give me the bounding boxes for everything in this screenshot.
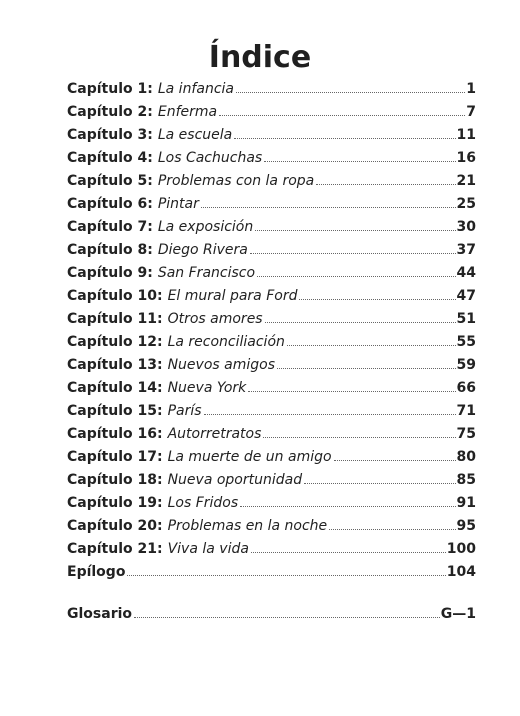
chapter-title: Autorretratos [167,426,262,442]
dot-leader [263,436,455,438]
chapter-title: Nueva York [167,380,247,396]
chapter-label: Capítulo 17: [67,449,163,465]
toc-entry [67,331,476,354]
chapter-label: Capítulo 1: [67,81,153,97]
toc-entry [67,469,476,492]
toc-entry [67,561,476,584]
toc-entry [67,193,476,216]
chapter-label: Capítulo 12: [67,334,163,350]
toc-list [67,78,476,584]
toc-entry [67,78,476,101]
chapter-label: Capítulo 9: [67,265,153,281]
chapter-label: Capítulo 4: [67,150,153,166]
chapter-label: Capítulo 11: [67,311,163,327]
chapter-title: Problemas en la noche [167,518,328,534]
page-number: 44 [456,265,476,281]
dot-leader [251,551,446,553]
chapter-label: Capítulo 14: [67,380,163,396]
chapter-title: Problemas con la ropa [157,173,315,189]
page-number: 59 [456,357,476,373]
page-number: 85 [456,472,476,488]
chapter-title: Viva la vida [167,541,249,557]
chapter-label: Capítulo 20: [67,518,163,534]
page-number: 51 [456,311,476,327]
chapter-label: Capítulo 19: [67,495,163,511]
toc-entry [67,400,476,423]
toc-entry [67,515,476,538]
chapter-label: Capítulo 8: [67,242,153,258]
toc-entry [67,147,476,170]
page-number: 21 [456,173,476,189]
chapter-title: El mural para Ford [167,288,298,304]
dot-leader [334,459,456,461]
chapter-label: Capítulo 18: [67,472,163,488]
chapter-title: La reconciliación [167,334,285,350]
chapter-title: La exposición [157,219,254,235]
chapter-title: Diego Rivera [157,242,248,258]
chapter-label: Capítulo 7: [67,219,153,235]
toc-entry [67,262,476,285]
page-number: 30 [456,219,476,235]
toc-entry [67,216,476,239]
chapter-label: Capítulo 10: [67,288,163,304]
toc-entry [67,423,476,446]
toc-entry [67,492,476,515]
dot-leader [265,321,456,323]
page-title: Índice [208,40,312,75]
toc-entry [67,446,476,469]
dot-leader [201,206,456,208]
chapter-title: Los Fridos [167,495,239,511]
page-number: 71 [456,403,476,419]
chapter-title: Pintar [157,196,199,212]
dot-leader [127,574,445,576]
page-number: 55 [456,334,476,350]
dot-leader [255,229,455,231]
dot-leader [304,482,455,484]
chapter-label: Capítulo 15: [67,403,163,419]
page-number: 47 [456,288,476,304]
chapter-title: Los Cachuchas [157,150,263,166]
toc-entry [67,354,476,377]
page-number: 16 [456,150,476,166]
toc-entry [67,124,476,147]
chapter-label: Capítulo 3: [67,127,153,143]
page-number: 75 [456,426,476,442]
chapter-title: Enferma [157,104,218,120]
chapter-title: Nuevos amigos [167,357,275,373]
dot-leader [299,298,455,300]
glossary-page-number: G—1 [440,606,476,622]
page-number: 37 [456,242,476,258]
dot-leader [240,505,455,507]
page-number: 11 [456,127,476,143]
dot-leader [236,91,465,93]
chapter-label: Capítulo 16: [67,426,163,442]
chapter-title: Nueva oportunidad [167,472,303,488]
chapter-title: París [167,403,202,419]
dot-leader [329,528,455,530]
dot-leader [316,183,455,185]
page-number: 25 [456,196,476,212]
dot-leader [287,344,456,346]
chapter-title: La infancia [157,81,234,97]
chapter-label: Capítulo 5: [67,173,153,189]
page-number: 95 [456,518,476,534]
chapter-title: La muerte de un amigo [167,449,332,465]
dot-leader [134,616,440,618]
dot-leader [257,275,455,277]
dot-leader [204,413,456,415]
chapter-label: Capítulo 13: [67,357,163,373]
dot-leader [248,390,455,392]
toc-entry [67,377,476,400]
chapter-label: Capítulo 6: [67,196,153,212]
chapter-label: Epílogo [67,564,126,580]
toc-entry [67,285,476,308]
page-number: 80 [456,449,476,465]
glossary-label: Glosario [67,606,133,622]
page-number: 7 [466,104,476,120]
toc-entry [67,101,476,124]
chapter-label: Capítulo 21: [67,541,163,557]
dot-leader [250,252,456,254]
page-number: 66 [456,380,476,396]
toc-entry [67,538,476,561]
page-number: 100 [446,541,476,557]
dot-leader [277,367,456,369]
dot-leader [264,160,455,162]
page-number: 104 [446,564,476,580]
toc-entry [67,308,476,331]
toc-entry [67,170,476,193]
page-number: 91 [456,495,476,511]
dot-leader [234,137,455,139]
dot-leader [219,114,465,116]
toc-entry [67,239,476,262]
page-number: 1 [466,81,476,97]
chapter-title: La escuela [157,127,233,143]
chapter-title: San Francisco [157,265,256,281]
chapter-title: Otros amores [167,311,263,327]
glossary-entry [67,603,476,626]
chapter-label: Capítulo 2: [67,104,153,120]
